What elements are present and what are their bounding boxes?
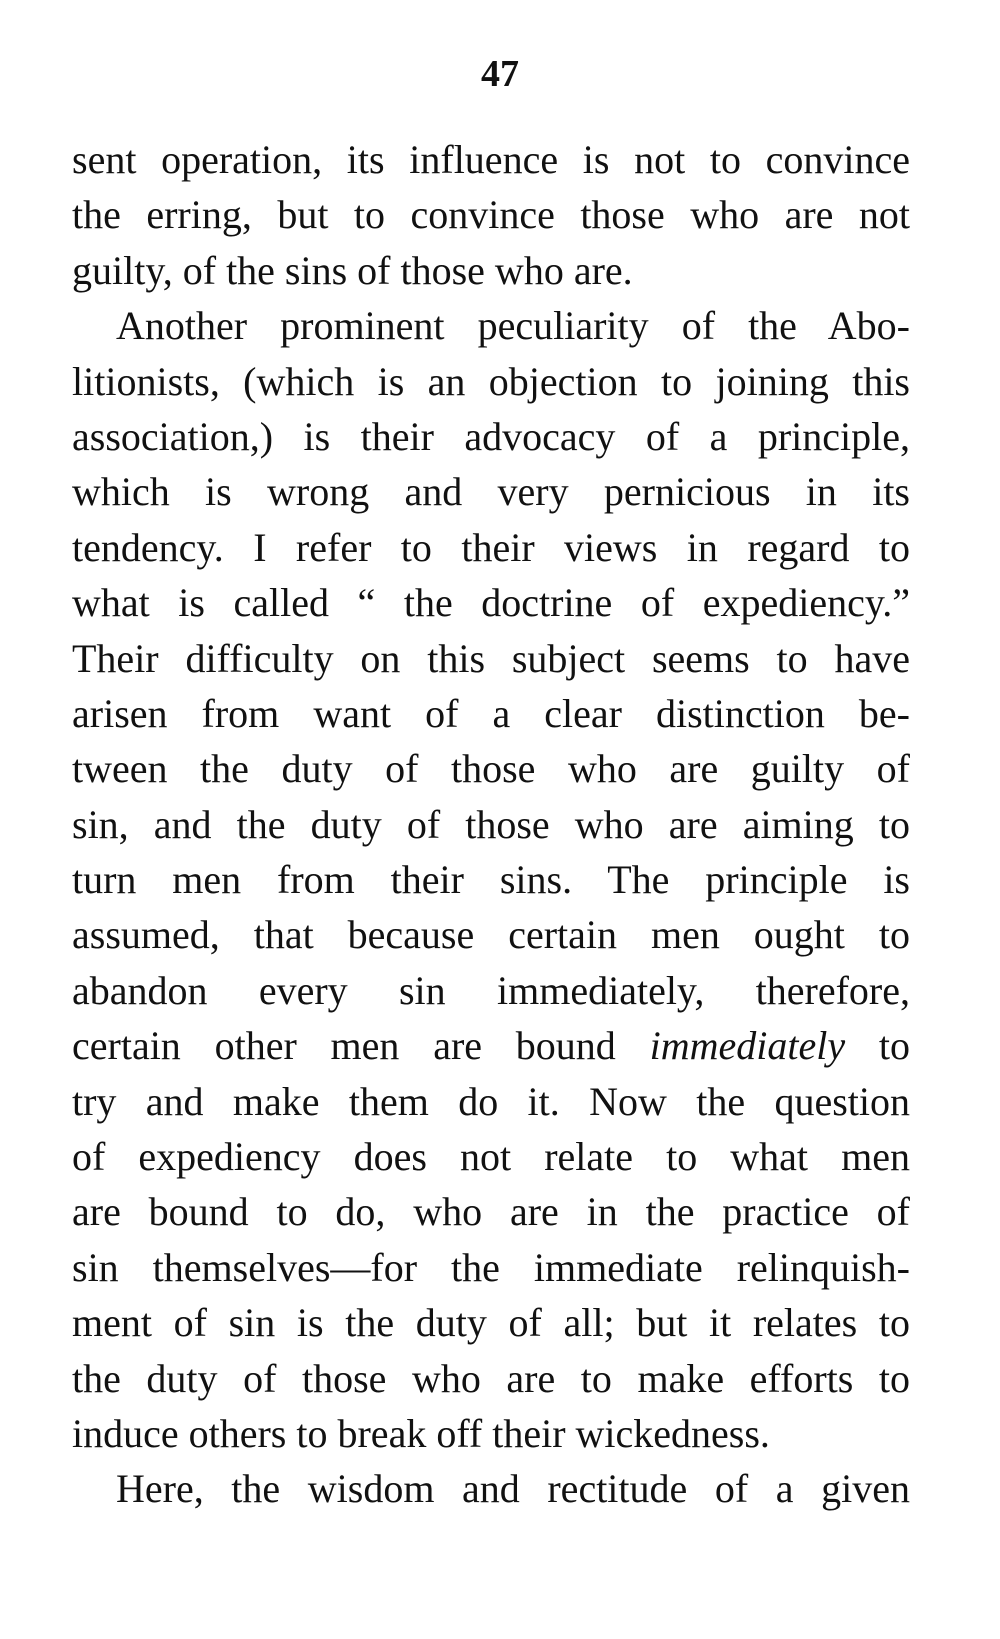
italic-word: immediately: [649, 1023, 846, 1069]
text-line: arisen from want of a clear distinction be-: [72, 690, 910, 736]
body-text: [72, 132, 910, 1517]
text-line: association,) is their advocacy of a principle,: [72, 413, 910, 459]
text-line: are bound to do, who are in the practice of: [72, 1189, 910, 1235]
text-line: what is called “ the doctrine of expediency.”: [72, 580, 910, 626]
text-line: turn men from their sins. The principle is: [72, 857, 910, 903]
text-line: abandon every sin immediately, therefore,: [72, 967, 910, 1013]
text-line: [72, 1018, 910, 1073]
text-line: guilty, of the sins of those who are.: [72, 247, 633, 293]
text-line: ment of sin is the duty of all; but it relates to: [72, 1300, 910, 1346]
text-segment: to: [845, 1023, 910, 1069]
text-line: sin, and the duty of those who are aiming to: [72, 801, 910, 847]
text-line: of expediency does not relate to what men: [72, 1134, 910, 1180]
text-line: assumed, that because certain men ought to: [72, 912, 910, 958]
text-line: tendency. I refer to their views in regard to: [72, 524, 910, 570]
page-number: 47: [481, 53, 519, 95]
text-line: tween the duty of those who are guilty of: [72, 746, 910, 792]
text-line: which is wrong and very pernicious in its: [72, 469, 910, 515]
text-line: Another prominent peculiarity of the Abo-: [116, 303, 910, 349]
text-segment: certain other men are bound: [72, 1023, 650, 1069]
text-line: litionists, (which is an objection to joining this: [72, 358, 910, 404]
text-line: sent operation, its influence is not to convince: [72, 137, 910, 182]
text-line: Here, the wisdom and rectitude of a given: [116, 1466, 910, 1512]
text-line: Their difficulty on this subject seems to have: [72, 635, 910, 681]
text-line: sin themselves—for the immediate relinquish-: [72, 1244, 910, 1290]
text-line: try and make them do it. Now the question: [72, 1078, 910, 1124]
text-line: the duty of those who are to make efforts to: [72, 1355, 910, 1401]
text-line: the erring, but to convince those who are not: [72, 192, 910, 238]
text-line: induce others to break off their wickedness.: [72, 1410, 770, 1456]
